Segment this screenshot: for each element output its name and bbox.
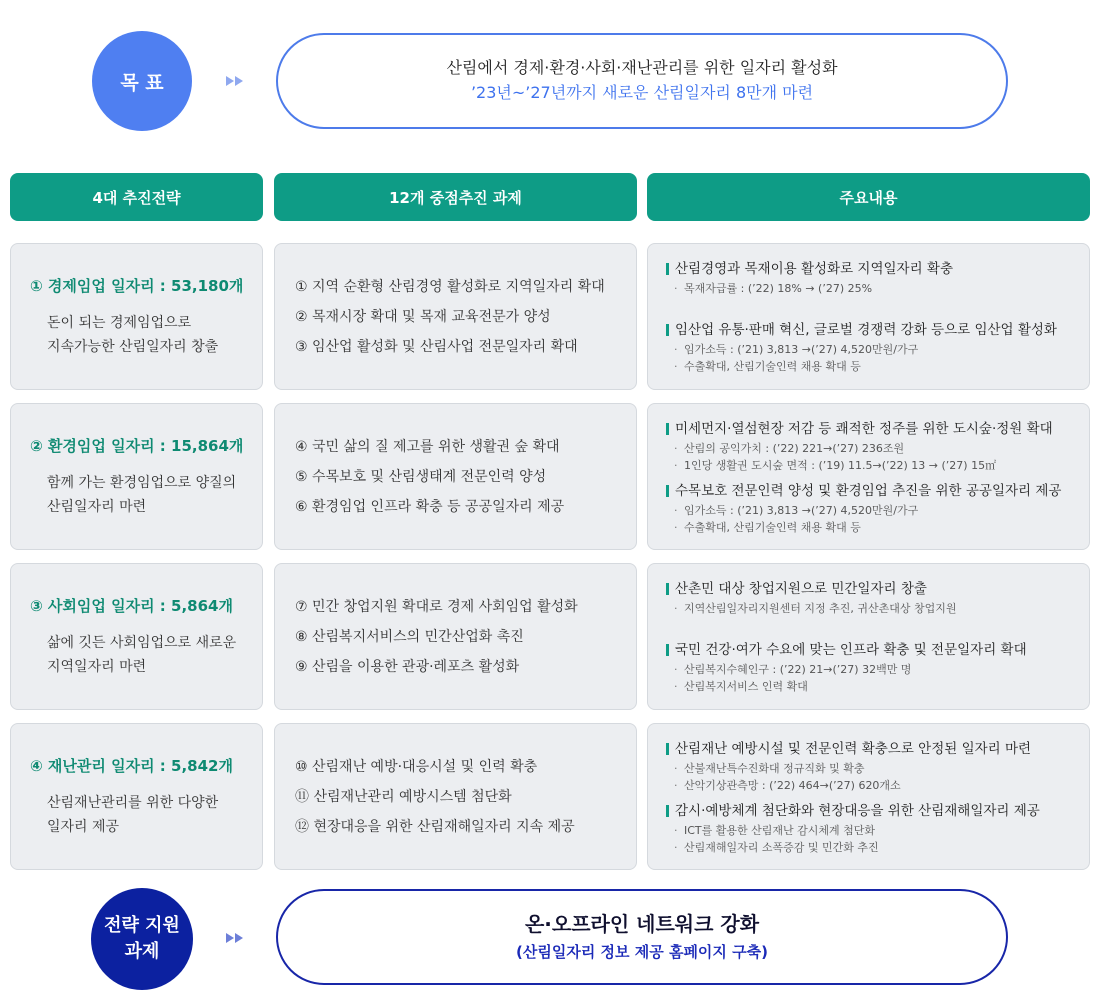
content-card — [647, 403, 1090, 550]
content-item-title: 감시·예방체계 첨단화와 현장대응을 위한 산림재해일자리 제공 — [666, 800, 1079, 822]
content-item — [666, 639, 1079, 695]
support-pill — [276, 889, 1008, 985]
support-circle — [91, 888, 193, 990]
content-item — [666, 578, 1079, 617]
strategy-desc: 돈이 되는 경제임업으로 지속가능한 산림일자리 창출 — [47, 314, 219, 355]
strategy-card — [10, 403, 263, 550]
goal-pill — [276, 33, 1008, 129]
strategy-desc: 삶에 깃든 사회임업으로 새로운 지역일자리 마련 — [47, 634, 237, 675]
task-item: ② 목재시장 확대 및 목재 교육전문가 양성 — [295, 308, 551, 325]
content-sub-item: · 수출확대, 산림기술인력 채용 확대 등 — [666, 358, 1079, 375]
content-item — [666, 800, 1079, 856]
content-sub-item: · 산악기상관측망 : (’22) 464→(’27) 620개소 — [666, 777, 1079, 794]
support-arrow-icon — [226, 933, 243, 943]
content-sub-item: · 산림복지서비스 인력 확대 — [666, 678, 1079, 695]
content-item — [666, 258, 1079, 297]
content-sub-item: · 산림복지수혜인구 : (’22) 21→(’27) 32백만 명 — [666, 661, 1079, 678]
task-item: ⑦ 민간 창업지원 확대로 경제 사회임업 활성화 — [295, 598, 578, 615]
task-item: ① 지역 순환형 산림경영 활성화로 지역일자리 확대 — [295, 278, 605, 295]
strategy-title: ④ 재난관리 일자리 : 5,842개 — [30, 756, 233, 775]
task-item: ⑧ 산림복지서비스의 민간산업화 촉진 — [295, 628, 524, 645]
goal-circle — [92, 31, 192, 131]
content-item — [666, 738, 1079, 794]
strategy-title: ② 환경임업 일자리 : 15,864개 — [30, 436, 244, 455]
content-sub-item: · 산림재해일자리 소폭증감 및 민간화 추진 — [666, 839, 1079, 856]
content-sub-item: · 목재자급률 : (’22) 18% → (’27) 25% — [666, 280, 1079, 297]
content-item-title: 임산업 유통·판매 혁신, 글로벌 경쟁력 강화 등으로 임산업 활성화 — [666, 319, 1079, 341]
task-item: ⑥ 환경임업 인프라 확충 등 공공일자리 제공 — [295, 498, 565, 515]
content-item — [666, 480, 1079, 536]
task-card — [274, 563, 637, 710]
support-subtitle: (산림일자리 정보 제공 홈페이지 구축) — [516, 943, 768, 961]
header-tasks: 12개 중점추진 과제 — [274, 173, 637, 221]
task-item: ⑩ 산림재난 예방·대응시설 및 인력 확충 — [295, 758, 538, 775]
strategy-title: ① 경제임업 일자리 : 53,180개 — [30, 276, 244, 295]
content-item-title: 산촌민 대상 창업지원으로 민간일자리 창출 — [666, 578, 1079, 600]
content-sub-item: · 산림의 공익가치 : (’22) 221→(’27) 236조원 — [666, 440, 1079, 457]
content-item-title: 수목보호 전문인력 양성 및 환경임업 추진을 위한 공공일자리 제공 — [666, 480, 1079, 502]
content-card — [647, 723, 1090, 870]
content-sub-item: · ICT를 활용한 산림재난 감시체계 첨단화 — [666, 822, 1079, 839]
strategy-card — [10, 723, 263, 870]
support-label: 전략 지원 과제 — [104, 915, 180, 962]
task-card — [274, 403, 637, 550]
content-sub-item: · 수출확대, 산림기술인력 채용 확대 등 — [666, 519, 1079, 536]
task-item: ⑫ 현장대응을 위한 산림재해일자리 지속 제공 — [295, 818, 575, 835]
strategy-desc: 산림재난관리를 위한 다양한 일자리 제공 — [47, 794, 219, 835]
content-sub-item: · 임가소득 : (’21) 3,813 →(’27) 4,520만원/가구 — [666, 502, 1079, 519]
task-item: ③ 임산업 활성화 및 산림사업 전문일자리 확대 — [295, 338, 578, 355]
goal-statement: 산림에서 경제·환경·사회·재난관리를 위한 일자리 활성화 — [446, 58, 838, 77]
task-card — [274, 723, 637, 870]
header-strategies: 4대 추진전략 — [10, 173, 263, 221]
goal-target: ’23년~’27년까지 새로운 산림일자리 8만개 마련 — [470, 83, 814, 102]
goal-arrow-icon — [226, 76, 243, 86]
content-item — [666, 319, 1079, 375]
task-item: ⑤ 수목보호 및 산림생태계 전문인력 양성 — [295, 468, 547, 485]
support-title: 온·오프라인 네트워크 강화 — [524, 912, 760, 936]
content-sub-item: · 지역산림일자리지원센터 지정 추진, 귀산촌대상 창업지원 — [666, 600, 1079, 617]
strategy-title: ③ 사회임업 일자리 : 5,864개 — [30, 596, 233, 615]
content-sub-item: · 임가소득 : (’21) 3,813 →(’27) 4,520만원/가구 — [666, 341, 1079, 358]
strategy-card — [10, 243, 263, 390]
content-item-title: 산림경영과 목재이용 활성화로 지역일자리 확충 — [666, 258, 1079, 280]
task-item: ⑪ 산림재난관리 예방시스템 첨단화 — [295, 788, 512, 805]
task-item: ④ 국민 삶의 질 제고를 위한 생활권 숲 확대 — [295, 438, 560, 455]
content-item-title: 산림재난 예방시설 및 전문인력 확충으로 안정된 일자리 마련 — [666, 738, 1079, 760]
task-item: ⑨ 산림을 이용한 관광·레포츠 활성화 — [295, 658, 520, 675]
goal-label: 목 표 — [120, 71, 164, 94]
content-sub-item: · 1인당 생활권 도시숲 면적 : (’19) 11.5→(’22) 13 → (’27) 15㎡ — [666, 457, 1079, 474]
header-contents: 주요내용 — [647, 173, 1090, 221]
strategy-desc: 함께 가는 환경임업으로 양질의 산림일자리 마련 — [47, 474, 237, 515]
content-sub-item: · 산불재난특수진화대 정규직화 및 확충 — [666, 760, 1079, 777]
content-card — [647, 563, 1090, 710]
task-card — [274, 243, 637, 390]
content-item-title: 국민 건강·여가 수요에 맞는 인프라 확충 및 전문일자리 확대 — [666, 639, 1079, 661]
content-card — [647, 243, 1090, 390]
strategy-card — [10, 563, 263, 710]
content-item-title: 미세먼지·열섬현장 저감 등 쾌적한 정주를 위한 도시숲·정원 확대 — [666, 418, 1079, 440]
content-item — [666, 418, 1079, 474]
